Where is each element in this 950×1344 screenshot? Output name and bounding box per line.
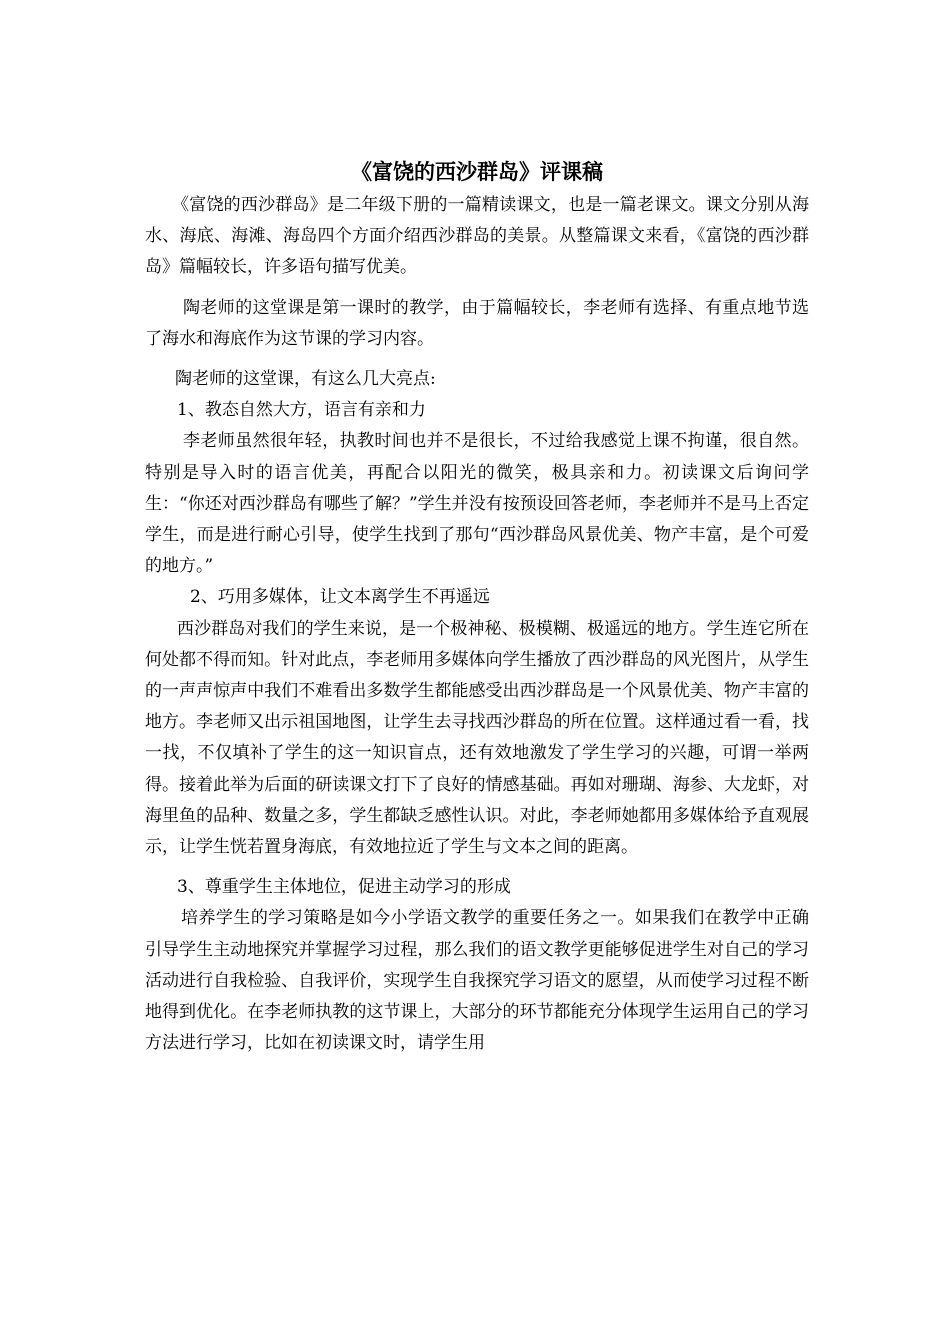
section-heading-2: 2、巧用多媒体，让文本离学生不再遥远 (190, 587, 490, 608)
document-title: 《富饶的西沙群岛》评课稿 (351, 159, 603, 184)
document-body (145, 154, 809, 1059)
paragraph-intro: 《富饶的西沙群岛》是二年级下册的一篇精读课文，也是一篇老课文。课文分别从海水、海底、海滩、海岛四个方面介绍西沙群岛的美景。从整篇课文来看，《富饶的西沙群岛》篇幅较长，许多语句描写优美。 (145, 195, 809, 278)
section-heading-3: 3、尊重学生主体地位，促进主动学习的形成 (177, 877, 511, 898)
paragraph-highlights-lead: 陶老师的这堂课，有这么几大亮点: (175, 369, 436, 390)
paragraph-section-3: 培养学生的学习策略是如今小学语文教学的重要任务之一。如果我们在教学中正确引导学生主动地探究并掌握学习过程，那么我们的语文教学更能够促进学生对自己的学习活动进行自我检验、自我评价，实现学生自我探究学习语文的愿望，从而使学习过程不断地得到优化。在李老师执教的这节课上，大部分的环节都能充分体现学生运用自己的学习方法进行学习，比如在初读课文时，请学生用 (145, 908, 809, 1054)
paragraph-section-2: 西沙群岛对我们的学生来说，是一个极神秘、极模糊、极遥远的地方。学生连它所在何处都不得而知。针对此点，李老师用多媒体向学生播放了西沙群岛的风光图片，从学生的一声声惊声中我们不难看出多数学生都能感受出西沙群岛是一个风景优美、物产丰富的地方。李老师又出示祖国地图，让学生去寻找西沙群岛的所在位置。这样通过看一看，找一找，不仅填补了学生的这一知识盲点，还有效地激发了学生学习的兴趣，可谓一举两得。接着此举为后面的研读课文打下了良好的情感基础。再如对珊瑚、海参、大龙虾，对海里鱼的品种、数量之多，学生都缺乏感性认识。对此，李老师她都用多媒体给予直观展示，让学生恍若置身海底，有效地拉近了学生与文本之间的距离。 (145, 618, 809, 858)
paragraph-lesson-scope: 陶老师的这堂课是第一课时的教学，由于篇幅较长，李老师有选择、有重点地节选了海水和海底作为这节课的学习内容。 (145, 297, 809, 349)
section-heading-1: 1、教态自然大方，语言有亲和力 (177, 400, 426, 421)
paragraph-section-1: 李老师虽然很年轻，执教时间也并不是很长，不过给我感觉上课不拘谨，很自然。特别是导入时的语言优美，再配合以阳光的微笑，极具亲和力。初读课文后询问学生：“你还对西沙群岛有哪些了解？”学生并没有按预设回答老师，李老师并不是马上否定学生，而是进行耐心引导，使学生找到了那句“西沙群岛风景优美、物产丰富，是个可爱的地方。” (145, 431, 809, 577)
